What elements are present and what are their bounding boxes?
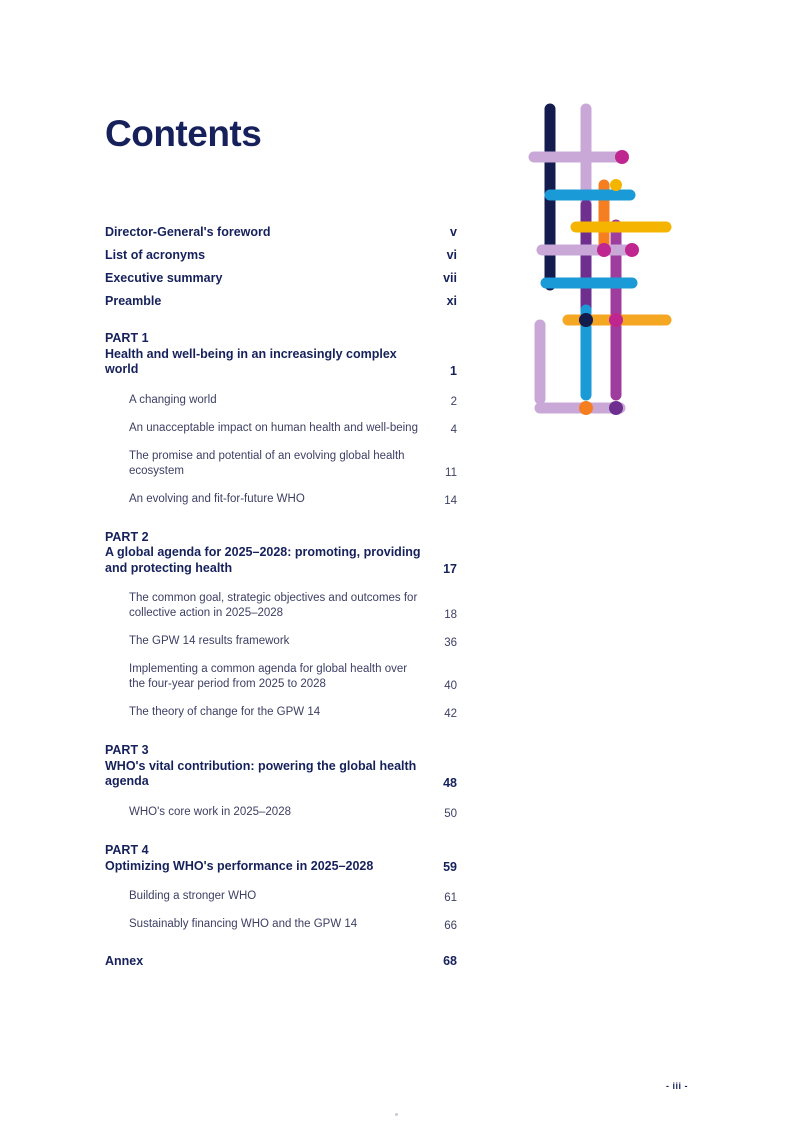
toc-entry[interactable] [129,805,457,820]
toc-entry-label: Sustainably financing WHO and the GPW 14 [129,918,358,931]
part-kicker: PART 3 [105,743,149,758]
part-heading-3[interactable] [105,743,457,790]
toc-entry[interactable] [129,393,457,408]
part-kicker: PART 4 [105,842,149,857]
annex-page: 68 [443,954,457,968]
toc-entry-page: 18 [444,609,457,622]
toc-entry-label: Preamble [105,294,162,308]
part-page: 48 [443,775,457,790]
toc-entry-page: 2 [450,395,457,408]
toc-entry-label: Building a stronger WHO [129,890,257,903]
page-title: Contents [105,113,262,154]
toc-entry-page: 14 [444,494,457,507]
toc-entry-page: vii [443,271,457,285]
toc-entry-label: An evolving and fit-for-future WHO [129,492,305,505]
toc-entry[interactable] [129,449,457,479]
toc-entry[interactable] [129,421,457,436]
part-kicker: PART 2 [105,529,149,544]
toc-entry[interactable] [129,662,457,692]
toc-entry-label: The GPW 14 results framework [129,635,290,648]
toc-entry[interactable] [129,492,457,507]
toc-entry-page: 66 [444,920,457,932]
toc-entry-page: 4 [450,423,457,436]
page-folio: - iii - [666,1081,688,1091]
toc-entry[interactable] [129,634,457,649]
toc-entry-label: List of acronyms [105,248,206,262]
center-mark-dot [395,1113,398,1116]
part-page: 17 [443,562,457,577]
part-2-entries [105,591,457,720]
decorative-graphic-svg [520,95,720,435]
toc-entry[interactable] [105,225,457,239]
toc-entry-page: 11 [445,466,457,479]
toc-entry-label: An unacceptable impact on human health and well-being [129,421,418,434]
part-page: 59 [443,860,457,875]
toc-entry-label: A changing world [129,393,217,406]
part-page: 1 [450,363,457,378]
annex-entry[interactable] [105,954,457,968]
toc-entry-page: 50 [444,807,457,820]
toc-entry-label: The theory of change for the GPW 14 [129,706,321,719]
toc-entry-page: v [450,225,457,239]
annex-label: Annex [105,954,144,968]
part-kicker: PART 1 [105,331,149,345]
part-title: A global agenda for 2025–2028: promoting, providing and protecting health [105,545,421,575]
toc-entry-page: 42 [444,708,457,721]
toc-entry[interactable] [105,271,457,285]
toc-entry-page: 61 [444,892,457,905]
part-heading-2[interactable] [105,530,457,577]
front-matter-list [105,225,457,308]
toc-entry-label: Executive summary [105,271,223,285]
toc-entry-page: vi [446,248,457,262]
toc-entry[interactable] [105,294,457,308]
toc-entry[interactable] [129,917,457,932]
part-heading-1[interactable] [105,331,457,378]
toc-entry-label: WHO's core work in 2025–2028 [129,805,291,818]
toc-entry[interactable] [129,705,457,720]
table-of-contents [105,225,457,968]
toc-entry-label: The promise and potential of an evolving global health ecosystem [129,449,405,477]
toc-entry-page: 36 [444,637,457,650]
toc-entry[interactable] [129,889,457,904]
part-4-entries [105,889,457,932]
part-heading-4[interactable] [105,843,457,874]
toc-entry[interactable] [105,248,457,262]
part-title: Health and well-being in an increasingly complex world [105,346,397,377]
toc-entry-page: xi [446,294,457,308]
part-title: Optimizing WHO's performance in 2025–2028 [105,858,374,873]
part-3-entries [105,805,457,820]
toc-entry-page: 40 [444,680,457,693]
toc-entry-label: Director-General's foreword [105,225,271,239]
toc-entry[interactable] [129,591,457,621]
decorative-graphic [520,95,720,435]
part-1-entries [105,393,457,507]
toc-entry-label: The common goal, strategic objectives and outcomes for collective action in 2025–2028 [129,592,418,620]
toc-entry-label: Implementing a common agenda for global health over the four-year period from 2025 to 2028 [129,663,408,691]
part-title: WHO's vital contribution: powering the global health agenda [105,758,417,789]
